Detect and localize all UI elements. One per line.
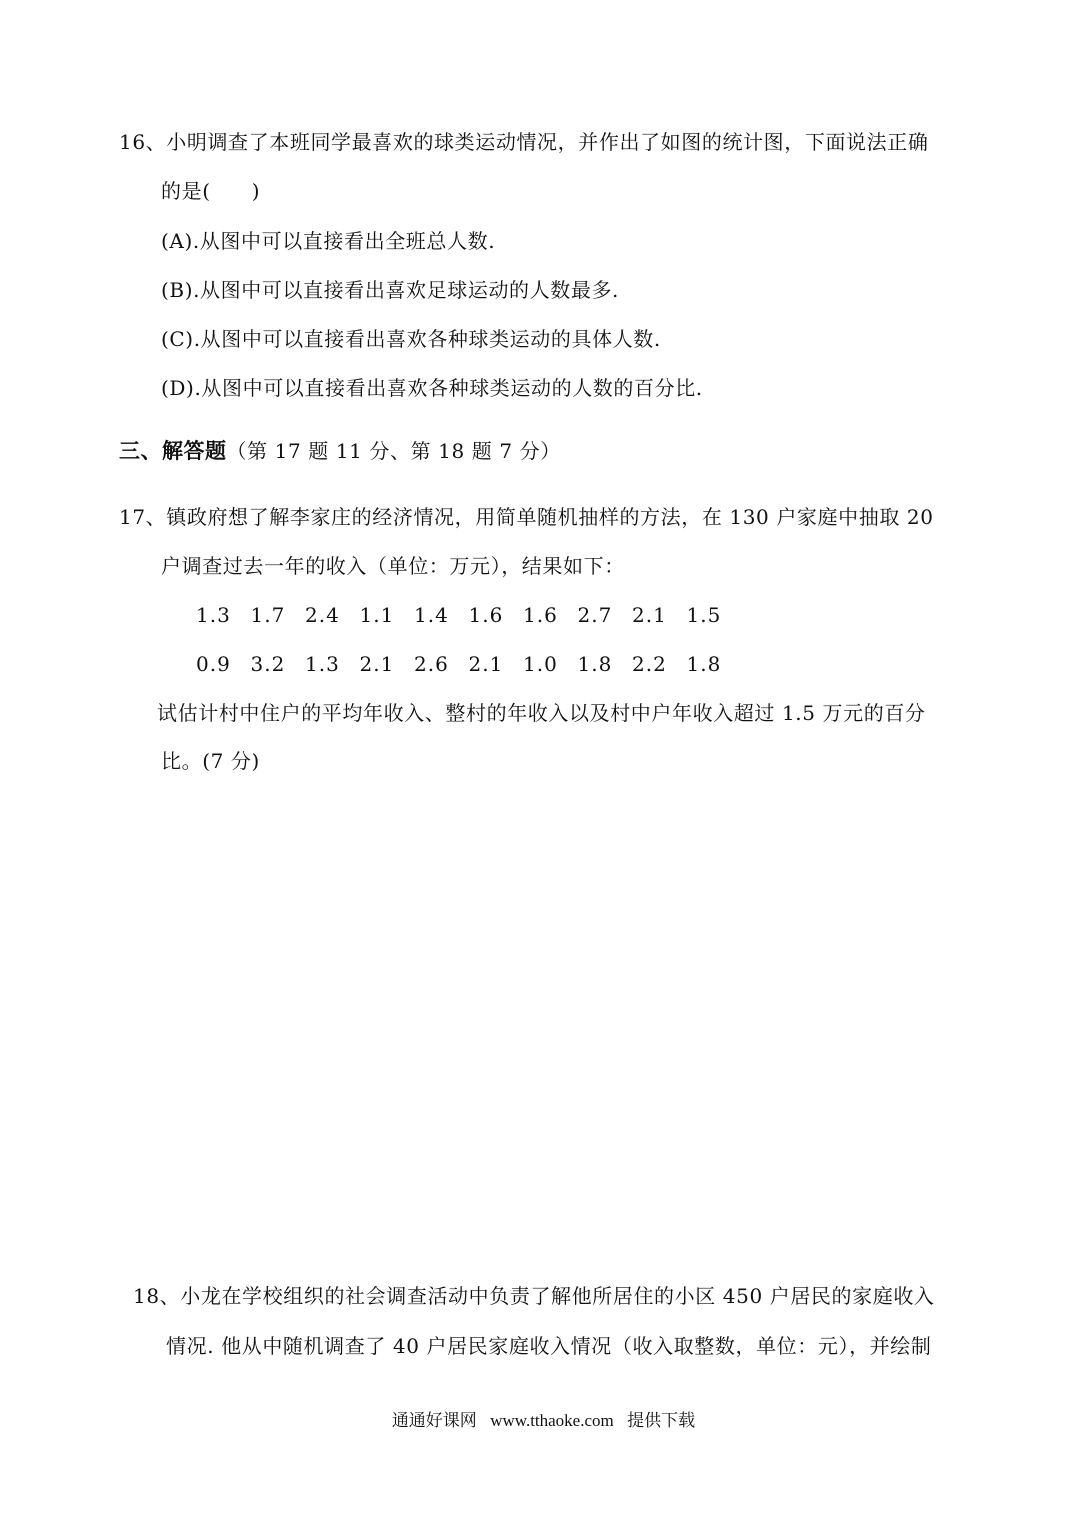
data-value: 1.3 [305,652,340,676]
data-value: 1.4 [414,603,449,627]
data-value: 2.1 [632,603,667,627]
data-value: 3.2 [250,652,286,676]
section-3-score-note: （第 17 题 11 分、第 18 题 7 分） [226,439,561,463]
data-value: 2.7 [577,603,613,627]
q17-data-row-1 [196,601,741,629]
data-value: 0.9 [196,652,231,676]
q16-stem-line1: 16、小明调查了本班同学最喜欢的球类运动情况，并作出了如图的统计图，下面说法正确 [119,130,929,154]
q17-ask-line1: 试估计村中住户的平均年收入、整村的年收入以及村中户年收入超过 1.5 万元的百分 [157,701,926,725]
data-value: 2.1 [359,652,395,676]
footer-suffix: 提供下载 [627,1411,696,1431]
data-value: 1.6 [468,603,504,627]
q16-option-d: (D).从图中可以直接看出喜欢各种球类运动的人数的百分比. [161,376,703,400]
data-value: 1.3 [196,603,231,627]
data-value: 1.5 [686,603,722,627]
section-3-heading [119,437,561,465]
data-value: 2.2 [632,652,667,676]
page-footer [0,1409,1087,1433]
data-value: 1.8 [577,652,613,676]
data-value: 1.1 [359,603,395,627]
q16-option-b: (B).从图中可以直接看出喜欢足球运动的人数最多. [161,278,620,302]
q17-stem-line2: 户调查过去一年的收入（单位：万元），结果如下： [161,554,625,578]
data-value: 1.8 [686,652,722,676]
q17-stem-line1: 17、镇政府想了解李家庄的经济情况，用简单随机抽样的方法，在 130 户家庭中抽取 20 [119,505,934,529]
data-value: 2.1 [468,652,504,676]
q16-option-a: (A).从图中可以直接看出全班总人数. [161,229,496,253]
data-value: 1.6 [523,603,558,627]
q16-option-c: (C).从图中可以直接看出喜欢各种球类运动的具体人数. [161,327,661,351]
q18-stem-line1: 18、小龙在学校组织的社会调查活动中负责了解他所居住的小区 450 户居民的家庭收入 [133,1284,935,1308]
q17-data-row-2 [196,650,741,678]
section-3-title: 三、解答题 [119,439,227,463]
q17-ask-line2: 比。(7 分) [161,749,260,773]
q18-stem-line2: 情况. 他从中随机调查了 40 户居民家庭收入情况（收入取整数，单位：元），并绘制 [166,1334,932,1358]
data-value: 1.0 [523,652,558,676]
data-value: 2.6 [414,652,449,676]
footer-site-name: 通通好课网 [391,1411,477,1431]
footer-url[interactable]: www.tthaoke.com [490,1411,614,1430]
data-value: 1.7 [250,603,286,627]
q16-stem-line2: 的是( ) [161,179,261,203]
data-value: 2.4 [305,603,340,627]
